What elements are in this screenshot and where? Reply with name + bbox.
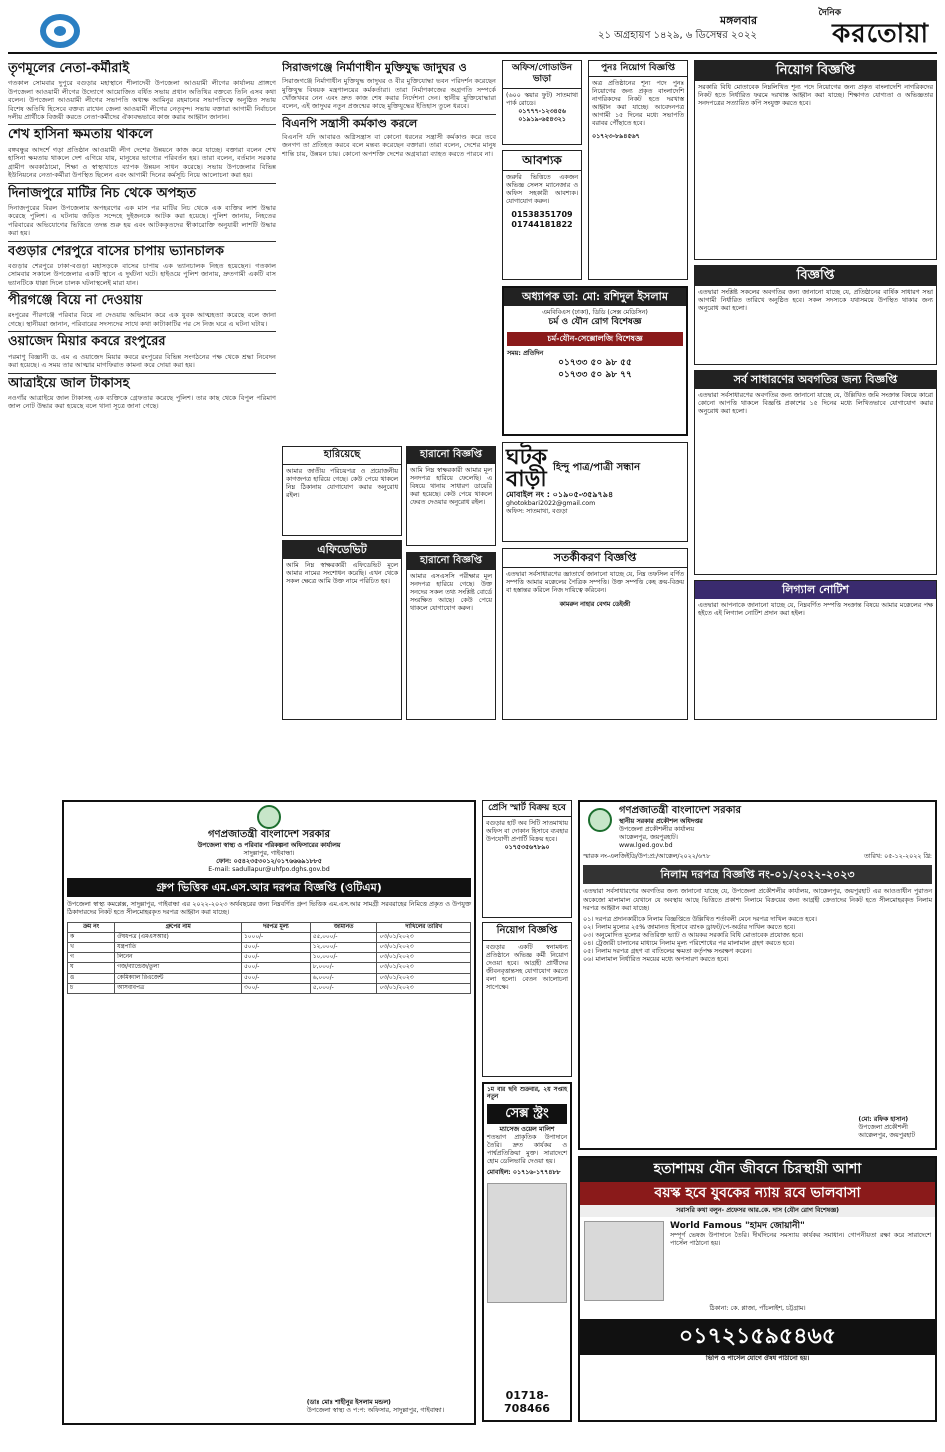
ad-affidavit [282, 540, 402, 720]
ad-phone: ০১৭২১৫৯৫৪৬৫ [580, 1319, 935, 1355]
product-image [487, 1183, 567, 1303]
table-cell: কেমিক্যাল রিএজেন্ট [115, 973, 242, 983]
ad-phone: ০১৯১৯-৬৫৪৩২১ [518, 115, 566, 123]
ad-body: আমার এসএসসি পরীক্ষার মূল সনদপত্র হারিয়ে গেছে। উক্ত সনদের সকল তথ্য সংশ্লিষ্ট বোর্ডে সংরক্ষিত আছে। কেউ পেয়ে থাকলে যোগাযোগ করুন। [410, 572, 492, 612]
gov-place: সাদুল্লাপুর, গাইবান্ধা। [243, 849, 295, 857]
ad-lost-3 [406, 552, 496, 720]
table-cell: ঔষধপত্র (এমএসআর) [115, 932, 242, 942]
table-header: গ্রুপের নাম [115, 922, 242, 932]
gov-sub: উপজেলা প্রকৌশলীর কার্যালয় [619, 825, 695, 833]
ad-lost [282, 446, 402, 536]
table-row [68, 953, 471, 963]
memo-date: তারিখ: ০৫-১২-২০২২ খ্রি: [864, 852, 932, 860]
ad-title: এফিডেভিট [283, 541, 401, 559]
gov-email: E-mail: sadullapur@uhfpo.dghs.gov.bd [208, 865, 330, 873]
story-body: দিনাজপুরের বিরল উপজেলায় অপহরণের এক মাস পর মাটির নিচ থেকে এক ব্যক্তির লাশ উদ্ধার করেছে পুলিশ। এ ঘটনায় জড়িত সন্দেহে দুইজনকে আটক করা হয়েছে। পুলিশ জানায়, নিহতের পরিবারের অভিযোগের ভিত্তিতে তদন্ত শুরু হয় এবং আটককৃতদের স্বীকারোক্তি অনুযায়ী লাশটি উদ্ধার করা হয়। [8, 203, 276, 238]
ad-banner: চর্ম-যৌন-সেক্সোলজি বিশেষজ্ঞ [507, 332, 683, 346]
story-body: রংপুরের পীরগঞ্জে পরিবার বিয়ে না দেওয়ায় অভিমান করে এক যুবক আত্মহত্যা করেছে বলে জানা গেছে। স্থানীয়রা জানান, পরিবারের সদস্যদের সাথে কথা কাটাকাটির পর সে নিজ ঘরে এ ঘটনা ঘটায়। [8, 311, 276, 328]
table-header-row [68, 922, 471, 932]
table-cell: ০৩/০১/২০২৩ [377, 953, 471, 963]
ad-footer: ভিপি ও পার্সেল যোগে ঔষধ পাঠানো হয়। [705, 1354, 810, 1362]
table-header: জামানত [310, 922, 377, 932]
story-title: পীরগঞ্জে বিয়ে না দেওয়ায় [8, 293, 143, 309]
ad-phone: মোবাইল নং : ০১৯০৫-৩৫৯৭৯৪ [506, 490, 614, 499]
table-cell: ঙ [68, 973, 115, 983]
ad-title: নিয়োগ বিজ্ঞপ্তি [483, 923, 571, 941]
ad-public-notice [694, 370, 937, 575]
signer-place: আক্কেলপুর, জয়পুরহাট [858, 1131, 915, 1139]
ad-title: সেক্স স্ট্রং [487, 1104, 567, 1124]
ad-time: সময়: প্রতিদিন [507, 350, 544, 358]
story-body: বঙ্গবন্ধুর আদর্শে গড়া প্রতিষ্ঠান আওয়ামী লীগ দেশের উন্নয়নে কাজ করে যাচ্ছে। বক্তারা বলেন শেখ হাসিনা ক্ষমতায় থাকলে দেশ এগিয়ে যায়, মানুষের ভাগ্যের পরিবর্তন হয়। তারা বলেন, বর্তমান সরকার গ্রামীণ অবকাঠামো, শিক্ষা ও স্বাস্থ্যখাতে ব্যাপক উন্নয়ন সাধন করেছে। সভায় উপজেলার বিভিন্ন ইউনিয়নের নেতা-কর্মীরা উপস্থিত ছিলেন এবং আগামী দিনের কর্মসূচি নিয়ে আলোচনা করা হয়। [8, 145, 276, 180]
table-cell: লিনেন [115, 953, 242, 963]
ad-phone: ০১৭৩৩ ৫০ ৯৮ ৭৭ [558, 369, 632, 380]
brand-small: দৈনিক [818, 8, 841, 18]
story-body: পরমাণু বিজ্ঞানী ড. এম এ ওয়াজেদ মিয়ার কবরে রংপুরের বিভিন্ন সংগঠনের পক্ষ থেকে শ্রদ্ধা নিবেদন করা হয়েছে। এ সময় তার আত্মার মাগফিরাত কামনা করে দোয়া করা হয়। [8, 352, 276, 370]
ad-property-sale [482, 800, 572, 918]
story-title: দিনাজপুরে মাটির নিচ থেকে অপহৃত [8, 185, 197, 201]
gov-seal-icon [588, 808, 612, 832]
ad-phone: ০১৭৭৭-১২৩৪৫৬ [518, 107, 566, 115]
table-row [68, 932, 471, 942]
tender-table [67, 922, 471, 995]
gov-office: স্থানীয় সরকার প্রকৌশল অধিদপ্তর [619, 817, 703, 825]
ad-phone: ০১৭৩৩ ৫০ ৯৮ ৫৫ [558, 358, 632, 369]
gov-tender-right [578, 800, 937, 1150]
story-title: বিএনপি সন্ত্রাসী কর্মকাণ্ড করলে [282, 116, 418, 130]
ad-phone: ০১৭২৩-৮৯৪৫৬৭ [592, 132, 640, 140]
ad-addr: অফিস: সাতমাথা, বগুড়া [506, 508, 568, 516]
table-cell: ৫,০০০/- [310, 983, 377, 993]
ad-body: আমি নিম্ন স্বাক্ষরকারী এফিডেভিট মূলে আমার নামের সংশোধন করেছি। এখন থেকে সকল ক্ষেত্রে আমি উক্ত নামে পরিচিত হব। [286, 561, 398, 585]
table-row [68, 943, 471, 953]
signer-title: উপজেলা স্বাস্থ্য ও প:প: অফিসার, সাদুল্লাপুর, গাইবান্ধা। [306, 1406, 444, 1414]
ad-body: এতদ্বারা সর্বসাধারণের অবগতির জন্য জানানো যাচ্ছে যে, উল্লিখিত জমি সংক্রান্ত বিষয়ে কারো কোনো আপত্তি থাকলে বিজ্ঞপ্তি প্রকাশের ১৫ দিনের মধ্যে লিখিতভাবে যোগাযোগ করার অনুরোধ করা হলো। [698, 391, 933, 415]
story-title: তৃণমূলের নেতা-কর্মীরাই [8, 61, 130, 76]
logo-icon [40, 14, 80, 48]
story-body: সিরাজগঞ্জে নির্মাণাধীন মুক্তিযুদ্ধ জাদুঘর ও বীর মুক্তিযোদ্ধা ভবন পরিদর্শন করেছেন মুক্তিযুদ্ধ বিষয়ক মন্ত্রণালয়ের কর্মকর্তারা। তারা নির্মাণকাজের অগ্রগতি সম্পর্কে খোঁজখবর নেন এবং দ্রুত কাজ শেষ করার নির্দেশনা দেন। স্থানীয় মুক্তিযোদ্ধারা বলেন, এই জাদুঘর নতুন প্রজন্মের কাছে মুক্তিযুদ্ধের ইতিহাস তুলে ধরবে। [282, 77, 496, 111]
memo-number: স্মারক নং-এলজিইডি/উপ:প্র:/আক্কেল/২০২২/৬৭৮ [583, 852, 711, 860]
gov-banner: গ্রুপ ভিত্তিক এম.এস.আর দরপত্র বিজ্ঞপ্তি (ওটিএম) [67, 878, 471, 898]
ad-massage [482, 1082, 572, 1422]
term: ০৫। নিলাম দরপত্র গ্রহণ বা বাতিলের ক্ষমতা কর্তৃপক্ষ সংরক্ষণ করেন। [583, 947, 752, 955]
table-cell: ৮,০০০/- [310, 963, 377, 973]
ad-office-rent [502, 60, 582, 145]
gov-header: গণপ্রজাতন্ত্রী বাংলাদেশ সরকার [208, 829, 330, 840]
ad-title: হতাশাময় যৌন জীবনে চিরস্থায়ী আশা [580, 1158, 935, 1182]
table-cell: ৫০০/- [242, 973, 311, 983]
story-body: নওগাঁর আত্রাইয়ে জাল টাকাসহ এক ব্যক্তিকে গ্রেফতার করেছে পুলিশ। তার কাছ থেকে বিপুল পরিমাণ জাল নোট উদ্ধার করা হয়েছে বলে থানা সূত্রে জানা গেছে। [8, 393, 276, 411]
table-cell: খ [68, 943, 115, 953]
ad-title: বয়স্ক হবে যুবকের ন্যায় রবে ভালবাসা [580, 1182, 935, 1206]
ad-body: এতদ্বারা আপনাকে জানানো যাচ্ছে যে, নিম্নবর্ণিত সম্পত্তি সংক্রান্ত বিষয়ে আমার মক্কেলের পক্ষ হইতে এই লিগ্যাল নোটিশ প্রদান করা হইল। [698, 601, 933, 617]
signer-name: (ডাঃ মোঃ শাহীনুর ইসলাম মন্ডল) [306, 1398, 391, 1406]
ad-sub: হিন্দু পাত্র/পাত্রী সন্ধান [552, 461, 641, 473]
ad-required [502, 150, 582, 280]
gov-body: এতদ্বারা সর্বসাধারণের অবগতির জন্য জানানো যাচ্ছে যে, উপজেলা প্রকৌশলীর কার্যালয়, আক্কেলপুর, জয়পুরহাট এর আওতাধীন পুরাতন অকেজো মালামাল যেখানে যে অবস্থায় আছে ভিত্তিতে প্রকাশ্য নিলামে বিক্রয়ের জন্য আগ্রহী ক্রেতাদের নিকট হতে সীলমোহরকৃত নিলাম দরপত্র আহ্বান করা যাচ্ছে। [583, 888, 932, 912]
table-cell: ০৩/০১/২০২৩ [377, 973, 471, 983]
ad-title: লিগ্যাল নোটিশ [695, 581, 936, 599]
ad-line: চর্ম ও যৌন রোগ বিশেষজ্ঞ [548, 316, 642, 327]
ad-body: সরকারি বিধি মোতাবেক নিম্নলিখিত শূন্য পদে নিয়োগের জন্য প্রকৃত বাংলাদেশি নাগরিকদের নিকট হতে নির্ধারিত ফরমে দরখাস্ত আহ্বান করা যাচ্ছে। শিক্ষাগত যোগ্যতা ও অভিজ্ঞতার সনদপত্রের সত্যায়িত কপি সংযুক্ত করতে হবে। [698, 84, 933, 108]
table-cell: গ [68, 953, 115, 963]
table-cell: ৩০০/- [242, 983, 311, 993]
brand-name: করতোয়া [832, 19, 929, 49]
table-cell: ৫৫,০০০/- [310, 932, 377, 942]
table-cell: ১২,০০০/- [310, 943, 377, 953]
table-cell: ০৩/০১/২০২৩ [377, 983, 471, 993]
ad-body: শতভাগ প্রাকৃতিক উপাদানে তৈরি। দ্রুত কার্যকর ও পার্শ্বপ্রতিক্রিয়া মুক্ত। সারাদেশে হোম ডেলিভারি দেওয়া হয়। [487, 1134, 567, 1166]
ad-title: নিয়োগ বিজ্ঞপ্তি [695, 61, 936, 81]
ad-addr: ঠিকানা: কে. প্লাজা, পাঁচলাইশ, চট্টগ্রাম। [709, 1305, 806, 1313]
ad-big [578, 1156, 937, 1422]
table-cell: ০৩/০১/২০২৩ [377, 963, 471, 973]
ad-body: সম্পূর্ণ ভেষজ উপাদানে তৈরি। দীর্ঘদিনের সমস্যায় কার্যকর সমাধান। গোপনীয়তা রক্ষা করে সারাদেশে পার্সেল পাঠানো হয়। [670, 1232, 931, 1248]
ad-phone: মোবাইল: ০১৭১৬-১৭৭৪৮৮ [487, 1169, 561, 1177]
ad-body: (৬০০ স্কয়ার ফুট) সাতমাথা পার্ক রোডে। [506, 91, 578, 107]
term: ০২। নিলাম মূল্যের ২৫% জামানত হিসাবে ব্যাংক ড্রাফট/পে-অর্ডার দাখিল করতে হবে। [583, 923, 796, 931]
ad-title: সর্ব সাধারণের অবগতির জন্য বিজ্ঞপ্তি [695, 371, 936, 389]
ad-title: ঘটক [506, 444, 547, 470]
header-date: ২১ অগ্রহায়ণ ১৪২৯, ৬ ডিসেম্বর ২০২২ [597, 30, 757, 41]
ad-lost-2 [406, 446, 496, 546]
table-cell: ৫০০/- [242, 943, 311, 953]
bottom-phone: 01718-708466 [504, 1388, 550, 1416]
gov-banner: নিলাম দরপত্র বিজ্ঞপ্তি নং-০১/২০২২-২০২৩ [583, 865, 932, 885]
table-cell: ৫০০/- [242, 953, 311, 963]
table-cell: চ [68, 983, 115, 993]
table-cell: ০৩/০১/২০২৩ [377, 932, 471, 942]
ad-body: অত্র প্রতিষ্ঠানের শূন্য পদে পুনঃ নিয়োগের জন্য প্রকৃত বাংলাদেশি নাগরিকদের নিকট হতে দরখাস্ত আহ্বান করা যাচ্ছে। আবেদনপত্র আগামী ১৫ দিনের মধ্যে সভাপতি বরাবর পৌঁছাতে হবে। [592, 80, 684, 128]
gov-office: উপজেলা স্বাস্থ্য ও পরিবার পরিকল্পনা অফিসারের কার্যালয় [197, 841, 341, 849]
middle-news-column [282, 60, 496, 440]
ad-title: হারিয়েছে [283, 447, 401, 465]
table-cell: ১০,০০০/- [310, 953, 377, 963]
table-cell: ঘ [68, 963, 115, 973]
story-body: গতকাল সোমবার দুপুরে বগুড়ার মহাস্থানে শীলাদেবী উপজেলা আওয়ামী লীগের কার্যালয় প্রাঙ্গণে উপজেলা আওয়ামী লীগের উদ্যোগে আয়োজিত বর্ধিত সভায় প্রধান অতিথির বক্তব্যে তিনি এসব কথা বলেন। উপজেলা আওয়ামী লীগের সভাপতি অধ্যক্ষ আমিনুর রহমানের সভাপতিত্বে অনুষ্ঠিত সভায় বিশেষ অতিথি হিসেবে বক্তব্য রাখেন জেলা আওয়ামী লীগের নেতৃবৃন্দ। সভায় বক্তারা আগামী নির্বাচনে দলীয় প্রার্থীকে বিজয়ী করতে নেতা-কর্মীদের ঐক্যবদ্ধভাবে কাজ করার আহ্বান জানান। [8, 79, 276, 122]
ad-matchmaker [502, 442, 688, 542]
table-cell: ক [68, 932, 115, 942]
gov-place: আক্কেলপুর, জয়পুরহাট। [619, 833, 678, 841]
ad-rehiring [588, 60, 688, 280]
gov-tender-left [62, 800, 476, 1425]
table-cell: ৫০০/- [242, 963, 311, 973]
signer-name: (মো: রফিক হাসান) [858, 1115, 909, 1123]
table-cell: গজ/ব্যান্ডেজ/তুলা [115, 963, 242, 973]
ad-brand: World Famous "হামদ জোয়ানী" [670, 1221, 805, 1232]
ad-title: বিজ্ঞপ্তি [695, 266, 936, 286]
ad-title: বাড়ী [506, 466, 547, 492]
term: ০৪। ট্রেজারী চালানের মাধ্যমে নিলাম মূল্য পরিশোধের পর মালামাল গ্রহণ করতে হবে। [583, 939, 795, 947]
signer-title: উপজেলা প্রকৌশলী [858, 1123, 908, 1131]
left-news-column [8, 60, 276, 795]
story-title: আত্রাইয়ে জাল টাকাসহ [8, 375, 130, 391]
story-title: ওয়াজেদ মিয়ার কবরে রংপুরের [8, 334, 166, 350]
ad-title: আবশ্যক [503, 151, 581, 171]
ad-professor [502, 286, 688, 436]
ad-body: বগুড়ার একটি স্বনামধন্য প্রতিষ্ঠানে অভিজ্ঞ কর্মী নিয়োগ দেওয়া হবে। আগ্রহী প্রার্থীদের জীবনবৃত্তান্তসহ যোগাযোগ করতে বলা হলো। বেতন আলোচনা সাপেক্ষে। [486, 943, 568, 991]
ad-title: হারানো বিজ্ঞপ্তি [407, 553, 495, 570]
ad-phone: 01744181822 [511, 220, 573, 230]
table-cell: আসবাবপত্র [115, 983, 242, 993]
ad-hiring-right [694, 60, 937, 260]
gov-web: www.lged.gov.bd [619, 841, 673, 849]
ad-legal-notice [694, 580, 937, 720]
ad-sub: ম্যাসেজ ওয়েল মালিশ [499, 1126, 555, 1134]
gov-seal-icon [257, 805, 281, 829]
table-header: দাখিলের তারিখ [377, 922, 471, 932]
doctor-photo [584, 1221, 664, 1301]
ad-phone: 01538351709 [511, 210, 573, 220]
story-title: সিরাজগঞ্জে নির্মাণাধীন মুক্তিযুদ্ধ জাদুঘর ও [282, 61, 467, 74]
table-cell: ০৩/০১/২০২৩ [377, 943, 471, 953]
table-row [68, 973, 471, 983]
term: ০৬। মালামাল নির্ধারিত সময়ের মধ্যে অপসারণ করতে হবে। [583, 955, 729, 963]
story-title: শেখ হাসিনা ক্ষমতায় থাকলে [8, 127, 153, 143]
ad-notice [694, 265, 937, 365]
ad-strip: সরাসরি কথা বলুন- প্রফেসর আর.কে. দাস (যৌন রোগ বিশেষজ্ঞ) [580, 1205, 935, 1217]
table-cell: ৬,০০০/- [310, 973, 377, 983]
ad-body: আমি নিম্ন স্বাক্ষরকারী আমার মূল সনদপত্র হারিয়ে ফেলেছি। এ বিষয়ে থানায় সাধারণ ডায়েরি করা হয়েছে। কেউ পেয়ে থাকলে ফেরত দেওয়ার অনুরোধ রইল। [410, 466, 492, 506]
story-body: বিএনপি যদি আবারও অগ্নিসন্ত্রাস বা কোনো ধরনের সন্ত্রাসী কর্মকাণ্ড করে তবে জনগণ তা প্রতিহত করবে বলে মন্তব্য করেছেন বক্তারা। তারা বলেন, দেশের মানুষ শান্তি চায়, উন্নয়ন চায়। কোনো অপশক্তি দেশের অগ্রযাত্রা ব্যাহত করতে পারবে না। [282, 132, 496, 158]
gov-body: উপজেলা স্বাস্থ্য কমপ্লেক্স, সাদুল্লাপুর, গাইবান্ধা এর ২০২২-২০২৩ অর্থবছরের জন্য নিম্নবর্ণিত গ্রুপ ভিত্তিক এম.এস.আর সামগ্রী সরবরাহের নিমিত্তে প্রকৃত ও উপযুক্ত ঠিকাদারদের নিকট হতে সীলমোহরকৃত দরপত্র আহ্বান করা যাচ্ছে। [67, 901, 471, 917]
ad-hiring-mid [482, 922, 572, 1077]
ad-body: এতদ্বারা সংশ্লিষ্ট সকলের অবগতির জন্য জানানো যাচ্ছে যে, প্রতিষ্ঠানের বার্ষিক সাধারণ সভা আগামী নির্ধারিত তারিখে অনুষ্ঠিত হবে। সকল সদস্যকে যথাসময়ে উপস্থিত থাকার জন্য অনুরোধ করা হলো। [698, 289, 933, 313]
term: ০৩। অনুমোদিত মূল্যের অতিরিক্ত ভ্যাট ও আয়কর সরকারি বিধি মোতাবেক প্রযোজ্য হবে। [583, 931, 804, 939]
story-body: বগুড়ার শেরপুরে ঢাকা-বগুড়া মহাসড়কে বাসের চাপায় এক ভ্যানচালক নিহত হয়েছেন। গতকাল সোমবার সকালে উপজেলার একটি স্থানে এ দুর্ঘটনা ঘটে। হাইওয়ে পুলিশ জানায়, দ্রুতগামী একটি বাস ভ্যানটিকে ধাক্কা দিলে চালক ঘটনাস্থলেই মারা যান। [8, 261, 276, 287]
gov-header: গণপ্রজাতন্ত্রী বাংলাদেশ সরকার [619, 805, 741, 816]
story-title: বগুড়ার শেরপুরে বাসের চাপায় ভ্যানচালক [8, 243, 224, 259]
table-row [68, 983, 471, 993]
ad-title: অফিস/গোডাউন ভাড়া [503, 61, 581, 89]
ad-body: জরুরি ভিত্তিতে একজন অভিজ্ঞ সেলস ম্যানেজার ও অফিস সহকারী আবশ্যক। যোগাযোগ করুন। [506, 174, 578, 206]
ad-caution [502, 548, 688, 720]
table-header: ক্রম নং [68, 922, 115, 932]
ad-email: ghotokbari2022@gmail.com [506, 500, 596, 508]
masthead [8, 4, 937, 54]
ad-title: পুনঃ নিয়োগ বিজ্ঞপ্তি [589, 61, 687, 77]
term: ০১। দরপত্র প্রদানকারীকে নিলাম বিজ্ঞপ্তিতে উল্লিখিত শর্তাবলী মেনে দরপত্র দাখিল করতে হবে। [583, 915, 817, 923]
ad-banner: ১ম বার ছবি শুক্রবার, ২য় সপ্তাহ নতুন [487, 1087, 567, 1101]
gov-phone: ফোন: ০৫৪২৩৫৩০১২/০১৭৬৬৬৯১৮৮৫ [216, 857, 322, 865]
ad-title: প্রেসি স্মার্ট বিক্রয় হবে [483, 801, 571, 817]
ad-body: বগুড়ার হার্ট অব সিটি সাতমাথায় অফিস বা দোকান হিসাবে ব্যবহার উপযোগী প্রপার্টি বিক্রয় হবে। [486, 820, 568, 844]
ad-title: সতর্কীকরণ বিজ্ঞপ্তি [503, 549, 687, 568]
ad-lawyer: কামরুন নাহার বেগম ডেইজী [559, 600, 631, 608]
table-header: দরপত্র মূল্য [242, 922, 311, 932]
ad-line: এমবিবিএস (ঢাকা), ডিডি (সেক্স মেডিসিন) [542, 308, 648, 316]
ad-phone: ০১৭৫৩৫৬৭৮৯০ [504, 844, 550, 852]
table-cell: যন্ত্রপাতি [115, 943, 242, 953]
ad-body: এতদ্বারা সর্বসাধারণের জ্ঞাতার্থে জানানো যাচ্ছে যে, নিম্ন তফসিল বর্ণিত সম্পত্তি আমার মক্কেলের পৈত্রিক সম্পত্তি। উক্ত সম্পত্তি কেহ ক্রয়-বিক্রয় বা হস্তান্তর করিলে নিজ দায়িত্বে করিবেন। [506, 570, 684, 594]
ad-title: অধ্যাপক ডা: মো: রশিদুল ইসলাম [504, 288, 686, 306]
ad-body: আমার জাতীয় পরিচয়পত্র ও প্রয়োজনীয় কাগজপত্র হারিয়ে গেছে। কেউ পেয়ে থাকলে নিম্ন ঠিকানায় যোগাযোগ করার অনুরোধ রইল। [286, 467, 398, 499]
table-row [68, 963, 471, 973]
ad-title: হারানো বিজ্ঞপ্তি [407, 447, 495, 464]
table-cell: ১০০০/- [242, 932, 311, 942]
header-day: মঙ্গলবার [720, 14, 757, 27]
